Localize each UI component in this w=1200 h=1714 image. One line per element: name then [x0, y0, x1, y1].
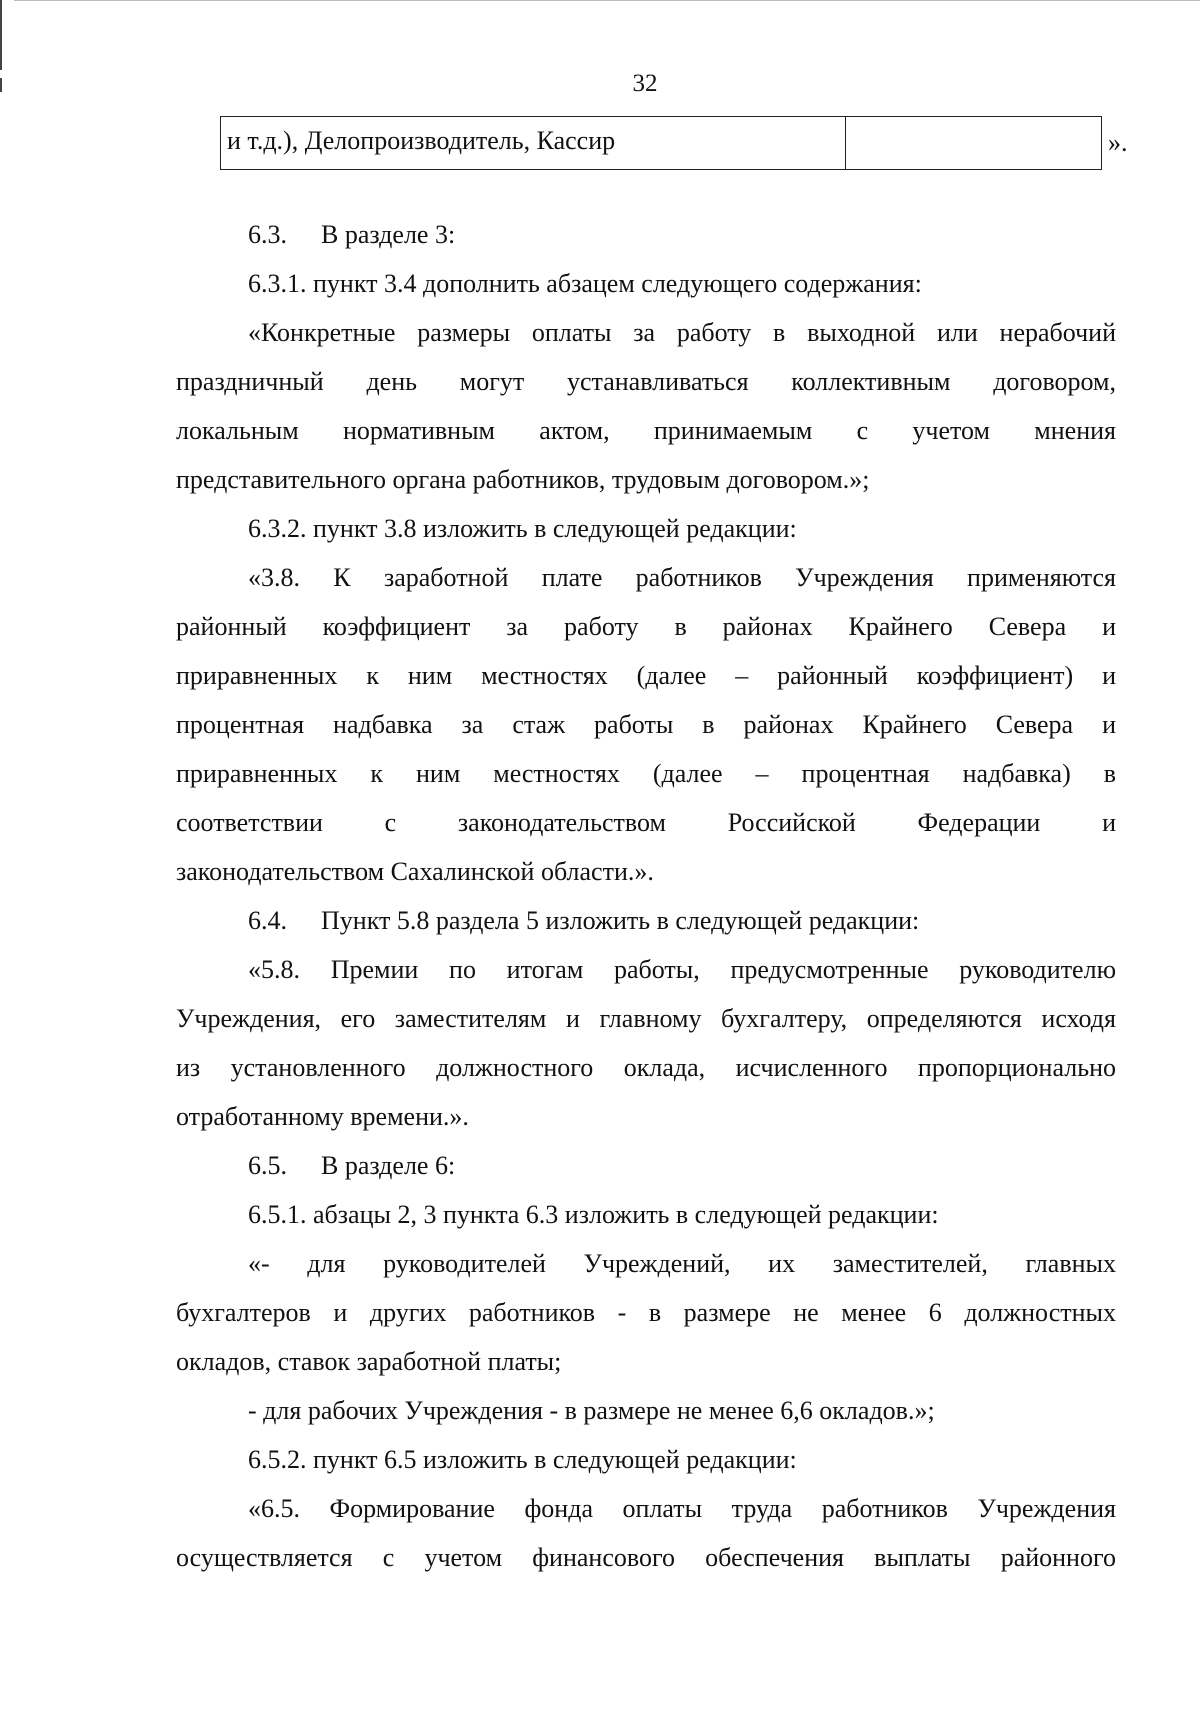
text-line: осуществляется с учетом финансового обеспечения выплаты районного	[176, 1543, 1116, 1572]
text-line: 6.3.1. пункт 3.4 дополнить абзацем следующего содержания:	[248, 269, 922, 298]
text-line: бухгалтеров и других работников - в размере не менее 6 должностных	[176, 1298, 1116, 1327]
text-line: «6.5. Формирование фонда оплаты труда работников Учреждения	[248, 1494, 1116, 1523]
text-line: приравненных к ним местностях (далее – процентная надбавка) в	[176, 759, 1116, 788]
clause-text: В разделе 3:	[321, 220, 456, 249]
table-cell-position-list: и т.д.), Делопроизводитель, Кассир	[221, 117, 846, 169]
text-line: районный коэффициент за работу в районах Крайнего Севера и	[176, 612, 1116, 641]
text-line: «- для руководителей Учреждений, их заместителей, главных	[248, 1249, 1116, 1278]
section-heading-6-5	[248, 1153, 455, 1179]
text-line: - для рабочих Учреждения - в размере не менее 6,6 окладов.»;	[248, 1396, 935, 1425]
table-cell-empty	[846, 117, 1101, 169]
text-line: 6.3.2. пункт 3.8 изложить в следующей редакции:	[248, 514, 797, 543]
page-number: 32	[632, 70, 658, 97]
clause-number: 6.3.	[248, 220, 287, 249]
scan-edge-mark	[0, 0, 2, 70]
section-heading-6-3	[248, 222, 455, 248]
text-line: отработанному времени.».	[176, 1102, 469, 1131]
text-line: законодательством Сахалинской области.».	[176, 857, 654, 886]
text-line: «Конкретные размеры оплаты за работу в выходной или нерабочий	[248, 318, 1116, 347]
table-closing-quote: ».	[1108, 128, 1128, 157]
text-line: соответствии с законодательством Российской Федерации и	[176, 808, 1116, 837]
clause-text: Пункт 5.8 раздела 5 изложить в следующей редакции:	[321, 906, 920, 935]
text-line: 6.5.2. пункт 6.5 изложить в следующей редакции:	[248, 1445, 797, 1474]
text-line: из установленного должностного оклада, исчисленного пропорционально	[176, 1053, 1116, 1082]
text-line: локальным нормативным актом, принимаемым с учетом мнения	[176, 416, 1116, 445]
text-line: Учреждения, его заместителям и главному бухгалтеру, определяются исходя	[176, 1004, 1116, 1033]
text-line: окладов, ставок заработной платы;	[176, 1347, 562, 1376]
text-line: приравненных к ним местностях (далее – районный коэффициент) и	[176, 661, 1116, 690]
clause-text: В разделе 6:	[321, 1151, 456, 1180]
scan-top-edge	[14, 0, 1200, 1]
section-heading-6-4	[248, 908, 919, 934]
continuation-table	[220, 116, 1102, 170]
clause-number: 6.5.	[248, 1151, 287, 1180]
text-line: «5.8. Премии по итогам работы, предусмотренные руководителю	[248, 955, 1116, 984]
clause-number: 6.4.	[248, 906, 287, 935]
text-line: процентная надбавка за стаж работы в районах Крайнего Севера и	[176, 710, 1116, 739]
text-line: праздничный день могут устанавливаться коллективным договором,	[176, 367, 1116, 396]
text-line: 6.5.1. абзацы 2, 3 пункта 6.3 изложить в следующей редакции:	[248, 1200, 939, 1229]
text-line: «3.8. К заработной плате работников Учреждения применяются	[248, 563, 1116, 592]
text-line: представительного органа работников, трудовым договором.»;	[176, 465, 870, 494]
